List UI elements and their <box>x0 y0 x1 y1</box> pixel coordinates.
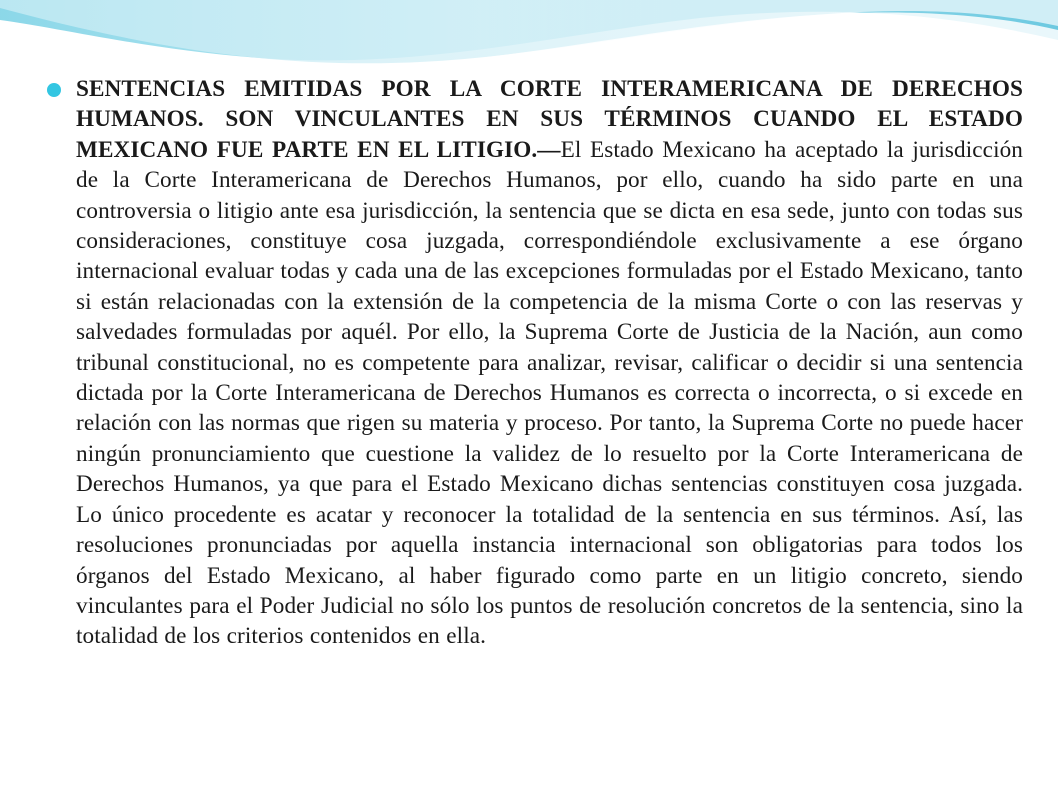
thesis-heading: SENTENCIAS EMITIDAS POR LA CORTE INTERAMERICANA DE DERECHOS HUMANOS. SON VINCULANTES EN SUS TÉRMINOS CUANDO EL ESTADO MEXICANO FUE PARTE EN EL LITIGIO.— <box>76 76 1023 163</box>
thesis-paragraph <box>76 74 1023 652</box>
slide-content <box>47 74 1023 652</box>
bullet-dot <box>47 83 61 97</box>
thesis-body: El Estado Mexicano ha aceptado la jurisdicción de la Corte Interamericana de Derechos Humanos, por ello, cuando ha sido parte en una controversia o litigio ante esa jurisdicción, la sentencia que se dicta en esa sede, junto con todas sus consideraciones, constituye cosa juzgada, correspondiéndole exclusivamente a ese órgano internacional evaluar todas y cada una de las excepciones formuladas por el Estado Mexicano, tanto si están relacionadas con la extensión de la competencia de la misma Corte o con las reservas y salvedades formuladas por aquél. Por ello, la Suprema Corte de Justicia de la Nación, aun como tribunal constitucional, no es competente para analizar, revisar, calificar o decidir si una sentencia dictada por la Corte Interamericana de Derechos Humanos es correcta o incorrecta, o si excede en relación con las normas que rigen su materia y proceso. Por tanto, la Suprema Corte no puede hacer ningún pronunciamiento que cuestione la validez de lo resuelto por la Corte Interamericana de Derechos Humanos, ya que para el Estado Mexicano dichas sentencias constituyen cosa juzgada. Lo único procedente es acatar y reconocer la totalidad de la sentencia en sus términos. Así, las resoluciones pronunciadas por aquella instancia internacional son obligatorias para todos los órganos del Estado Mexicano, al haber figurado como parte en un litigio concreto, siendo vinculantes para el Poder Judicial no sólo los puntos de resolución concretos de la sentencia, sino la totalidad de los criterios contenidos en ella. <box>76 136 1024 650</box>
